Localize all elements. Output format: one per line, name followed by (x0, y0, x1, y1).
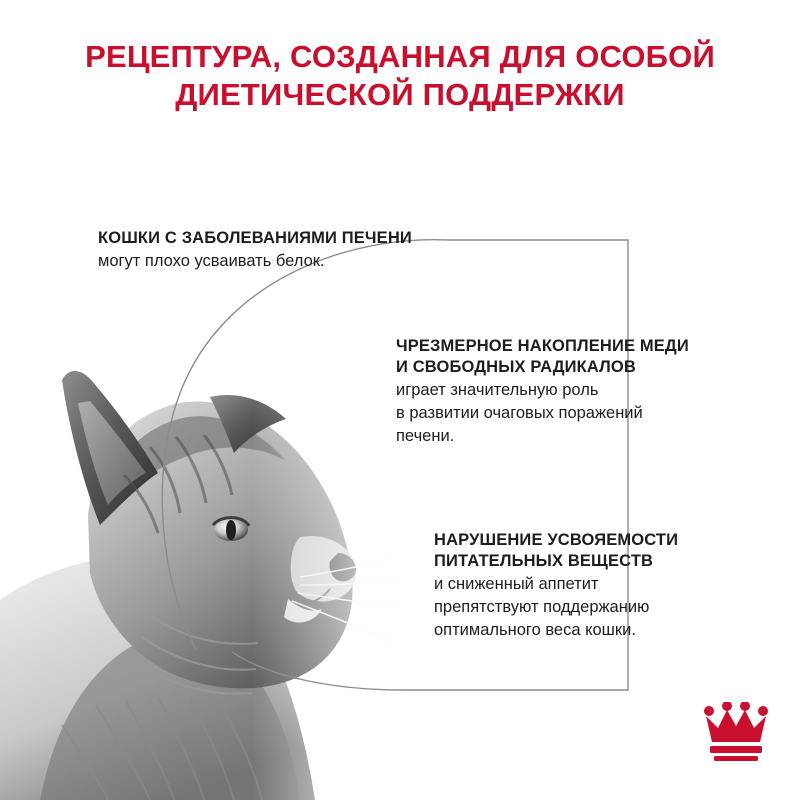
callout-2-body-line-3: печени. (396, 427, 455, 445)
callout-3-heading-line-2: ПИТАТЕЛЬНЫХ ВЕЩЕСТВ (434, 552, 654, 570)
callout-3-heading (434, 530, 678, 572)
callout-nutrient-absorption (434, 530, 678, 642)
callout-liver-protein (98, 228, 412, 273)
callout-3-body (434, 573, 678, 642)
callout-2-body (396, 379, 689, 448)
callout-1-body (98, 250, 412, 273)
royal-canin-crown-logo (700, 702, 772, 762)
cat-photo (0, 185, 420, 800)
page-title-line-1: РЕЦЕПТУРА, СОЗДАННАЯ ДЛЯ ОСОБОЙ (85, 39, 715, 74)
callout-3-body-line-3: оптимального веса кошки. (434, 621, 636, 639)
page-title (0, 38, 800, 114)
callout-2-body-line-2: в развитии очаговых поражений (396, 404, 643, 422)
callout-2-heading-line-2: И СВОБОДНЫХ РАДИКАЛОВ (396, 358, 636, 376)
callout-1-body-line-1: могут плохо усваивать белок. (98, 252, 325, 270)
callout-2-body-line-1: играет значительную роль (396, 381, 599, 399)
callout-1-heading-line-1: КОШКИ С ЗАБОЛЕВАНИЯМИ ПЕЧЕНИ (98, 229, 412, 247)
page-title-line-2: ДИЕТИЧЕСКОЙ ПОДДЕРЖКИ (175, 77, 625, 112)
callout-2-heading (396, 336, 689, 378)
callout-3-body-line-1: и сниженный аппетит (434, 575, 599, 593)
callout-1-heading (98, 228, 412, 249)
callout-3-body-line-2: препятствуют поддержанию (434, 598, 650, 616)
callout-copper-radicals (396, 336, 689, 448)
callout-2-heading-line-1: ЧРЕЗМЕРНОЕ НАКОПЛЕНИЕ МЕДИ (396, 337, 689, 355)
callout-3-heading-line-1: НАРУШЕНИЕ УСВОЯЕМОСТИ (434, 531, 679, 549)
